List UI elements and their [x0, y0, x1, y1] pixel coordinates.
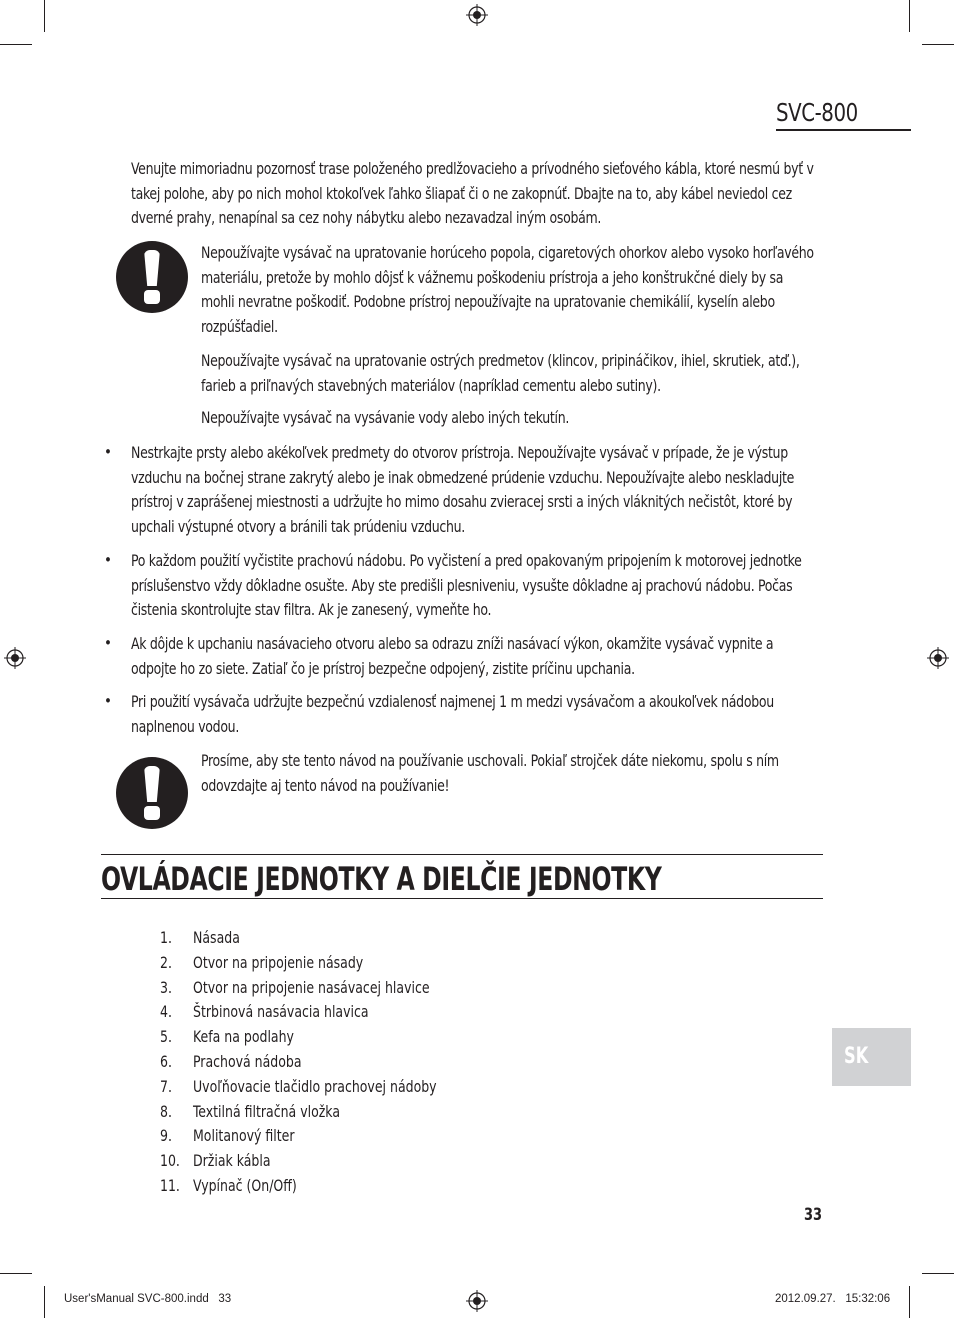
crop-mark: [44, 0, 45, 32]
registration-mark-icon: [4, 647, 26, 669]
bullet-paragraph: Ak dôjde k upchaniu nasávacieho otvoru alebo sa odrazu zníži nasávací výkon, okamžite vysávač vypnite a odpojte ho zo siete. Zatiaľ čo je prístroj bezpečne odpojený, zistite príčinu upchania.: [131, 634, 774, 678]
item-number: 7.: [160, 1076, 172, 1096]
bullet-paragraph: Po každom použití vyčistite prachovú nádobu. Po vyčistení a pred opakovaným pripojením k motorovej jednotke príslušenstvo vždy dôkladne osušte. Aby ste predišli plesniveniu, vysušte dôkladne aj prachovú nádobu. Počas čistenia skontrolujte stav filtra. Ak je zanesený, vymeňte ho.: [131, 551, 802, 619]
section-rule-bottom: [101, 898, 823, 899]
bullet-marker: •: [104, 692, 112, 710]
item-number: 9.: [160, 1126, 172, 1146]
header-rule: [776, 129, 911, 131]
registration-mark-icon: [466, 1290, 488, 1312]
item-label: Otvor na pripojenie nasávacej hlavice: [193, 977, 430, 997]
item-number: 4.: [160, 1002, 172, 1022]
exclamation-icon: [116, 241, 188, 313]
item-label: Textilná filtračná vložka: [193, 1101, 341, 1121]
crop-mark: [922, 44, 954, 45]
language-tab: [832, 1028, 911, 1086]
bullet-marker: •: [104, 634, 112, 652]
crop-mark: [909, 0, 910, 32]
language-code: SK: [844, 1044, 869, 1069]
notice-paragraph: Prosíme, aby ste tento návod na používanie uschovali. Pokiaľ strojček dáte niekomu, spolu s ním odovzdajte aj tento návod na používanie!: [201, 751, 779, 795]
crop-mark: [909, 1286, 910, 1318]
crop-mark: [922, 1273, 954, 1274]
item-label: Držiak kábla: [193, 1151, 271, 1171]
item-label: Molitanový filter: [193, 1126, 295, 1146]
slug-timestamp: 2012.09.27. 15:32:06: [775, 1293, 891, 1305]
intro-paragraph: Venujte mimoriadnu pozornosť trase položeného predlžovacieho a prívodného sieťového kábla, ktoré nesmú byť v takej polohe, aby po nich mohol ktokoľvek ľahko šliapať či o ne zakopnúť. Dbajte na to, aby kábel neviedol cez dverné prahy, nenapínal sa cez nohy nábytku alebo nezavadzal iným osobám.: [131, 159, 814, 227]
registration-mark-icon: [466, 4, 488, 26]
item-number: 2.: [160, 952, 172, 972]
item-label: Kefa na podlahy: [193, 1027, 294, 1047]
warning-paragraph: Nepoužívajte vysávač na vysávanie vody alebo iných tekutín.: [201, 408, 570, 427]
bullet-marker: •: [104, 551, 112, 569]
item-number: 10.: [160, 1151, 180, 1171]
crop-mark: [0, 44, 32, 45]
model-name: SVC-800: [776, 98, 858, 127]
exclamation-icon: [116, 757, 188, 829]
item-label: Štrbinová nasávacia hlavica: [193, 1002, 369, 1022]
bullet-paragraph: Nestrkajte prsty alebo akékoľvek predmety do otvorov prístroja. Nepoužívajte vysávač v prípade, že je výstup vzduchu na bočnej strane zakrytý alebo je inak obmedzené prúdenie vzduchu. Nepoužívajte alebo neskladujte prístroj v zaprášenej miestnosti a udržujte ho mimo dosahu zvieracej srsti a iných vláknitých nečistôt, ktoré by upchali výstupné otvory a bránili tak prúdeniu vzduchu.: [131, 443, 795, 536]
item-number: 6.: [160, 1051, 172, 1071]
item-label: Násada: [193, 928, 240, 947]
item-number: 1.: [160, 928, 172, 947]
item-label: Vypínač (On/Off): [193, 1175, 297, 1195]
registration-mark-icon: [927, 647, 949, 669]
bullet-marker: •: [104, 443, 112, 461]
item-label: Prachová nádoba: [193, 1051, 302, 1071]
warning-paragraph: Nepoužívajte vysávač na upratovanie horúceho popola, cigaretových ohorkov alebo vysoko horľavého materiálu, pretože by mohlo dôjsť k vážnemu poškodeniu prístroja a jeho konštrukčné diely by sa mohli nevratne poškodiť. Podobne prístroj nepoužívajte na upratovanie chemikálií, kyselín alebo rozpúšťadiel.: [201, 243, 814, 336]
warning-paragraph: Nepoužívajte vysávač na upratovanie ostrých predmetov (klincov, pripináčikov, ihiel, skrutiek, atď.), farieb a priľnavých stavebných materiálov (napríklad cementu alebo sutiny).: [201, 351, 800, 395]
section-rule-top: [101, 854, 823, 855]
slug-filename: User'sManual SVC-800.indd 33: [64, 1293, 232, 1305]
item-label: Uvoľňovacie tlačidlo prachovej nádoby: [193, 1076, 437, 1096]
page-number: 33: [804, 1205, 823, 1225]
crop-mark: [44, 1286, 45, 1318]
item-number: 11.: [160, 1175, 180, 1195]
item-number: 8.: [160, 1101, 172, 1121]
section-title: OVLÁDACIE JEDNOTKY A DIELČIE JEDNOTKY: [101, 860, 662, 898]
crop-mark: [0, 1273, 32, 1274]
item-number: 5.: [160, 1027, 172, 1047]
item-label: Otvor na pripojenie násady: [193, 952, 364, 972]
bullet-paragraph: Pri použití vysávača udržujte bezpečnú vzdialenosť najmenej 1 m medzi vysávačom a akoukoľvek nádobou naplnenou vodou.: [131, 692, 774, 736]
item-number: 3.: [160, 977, 172, 997]
